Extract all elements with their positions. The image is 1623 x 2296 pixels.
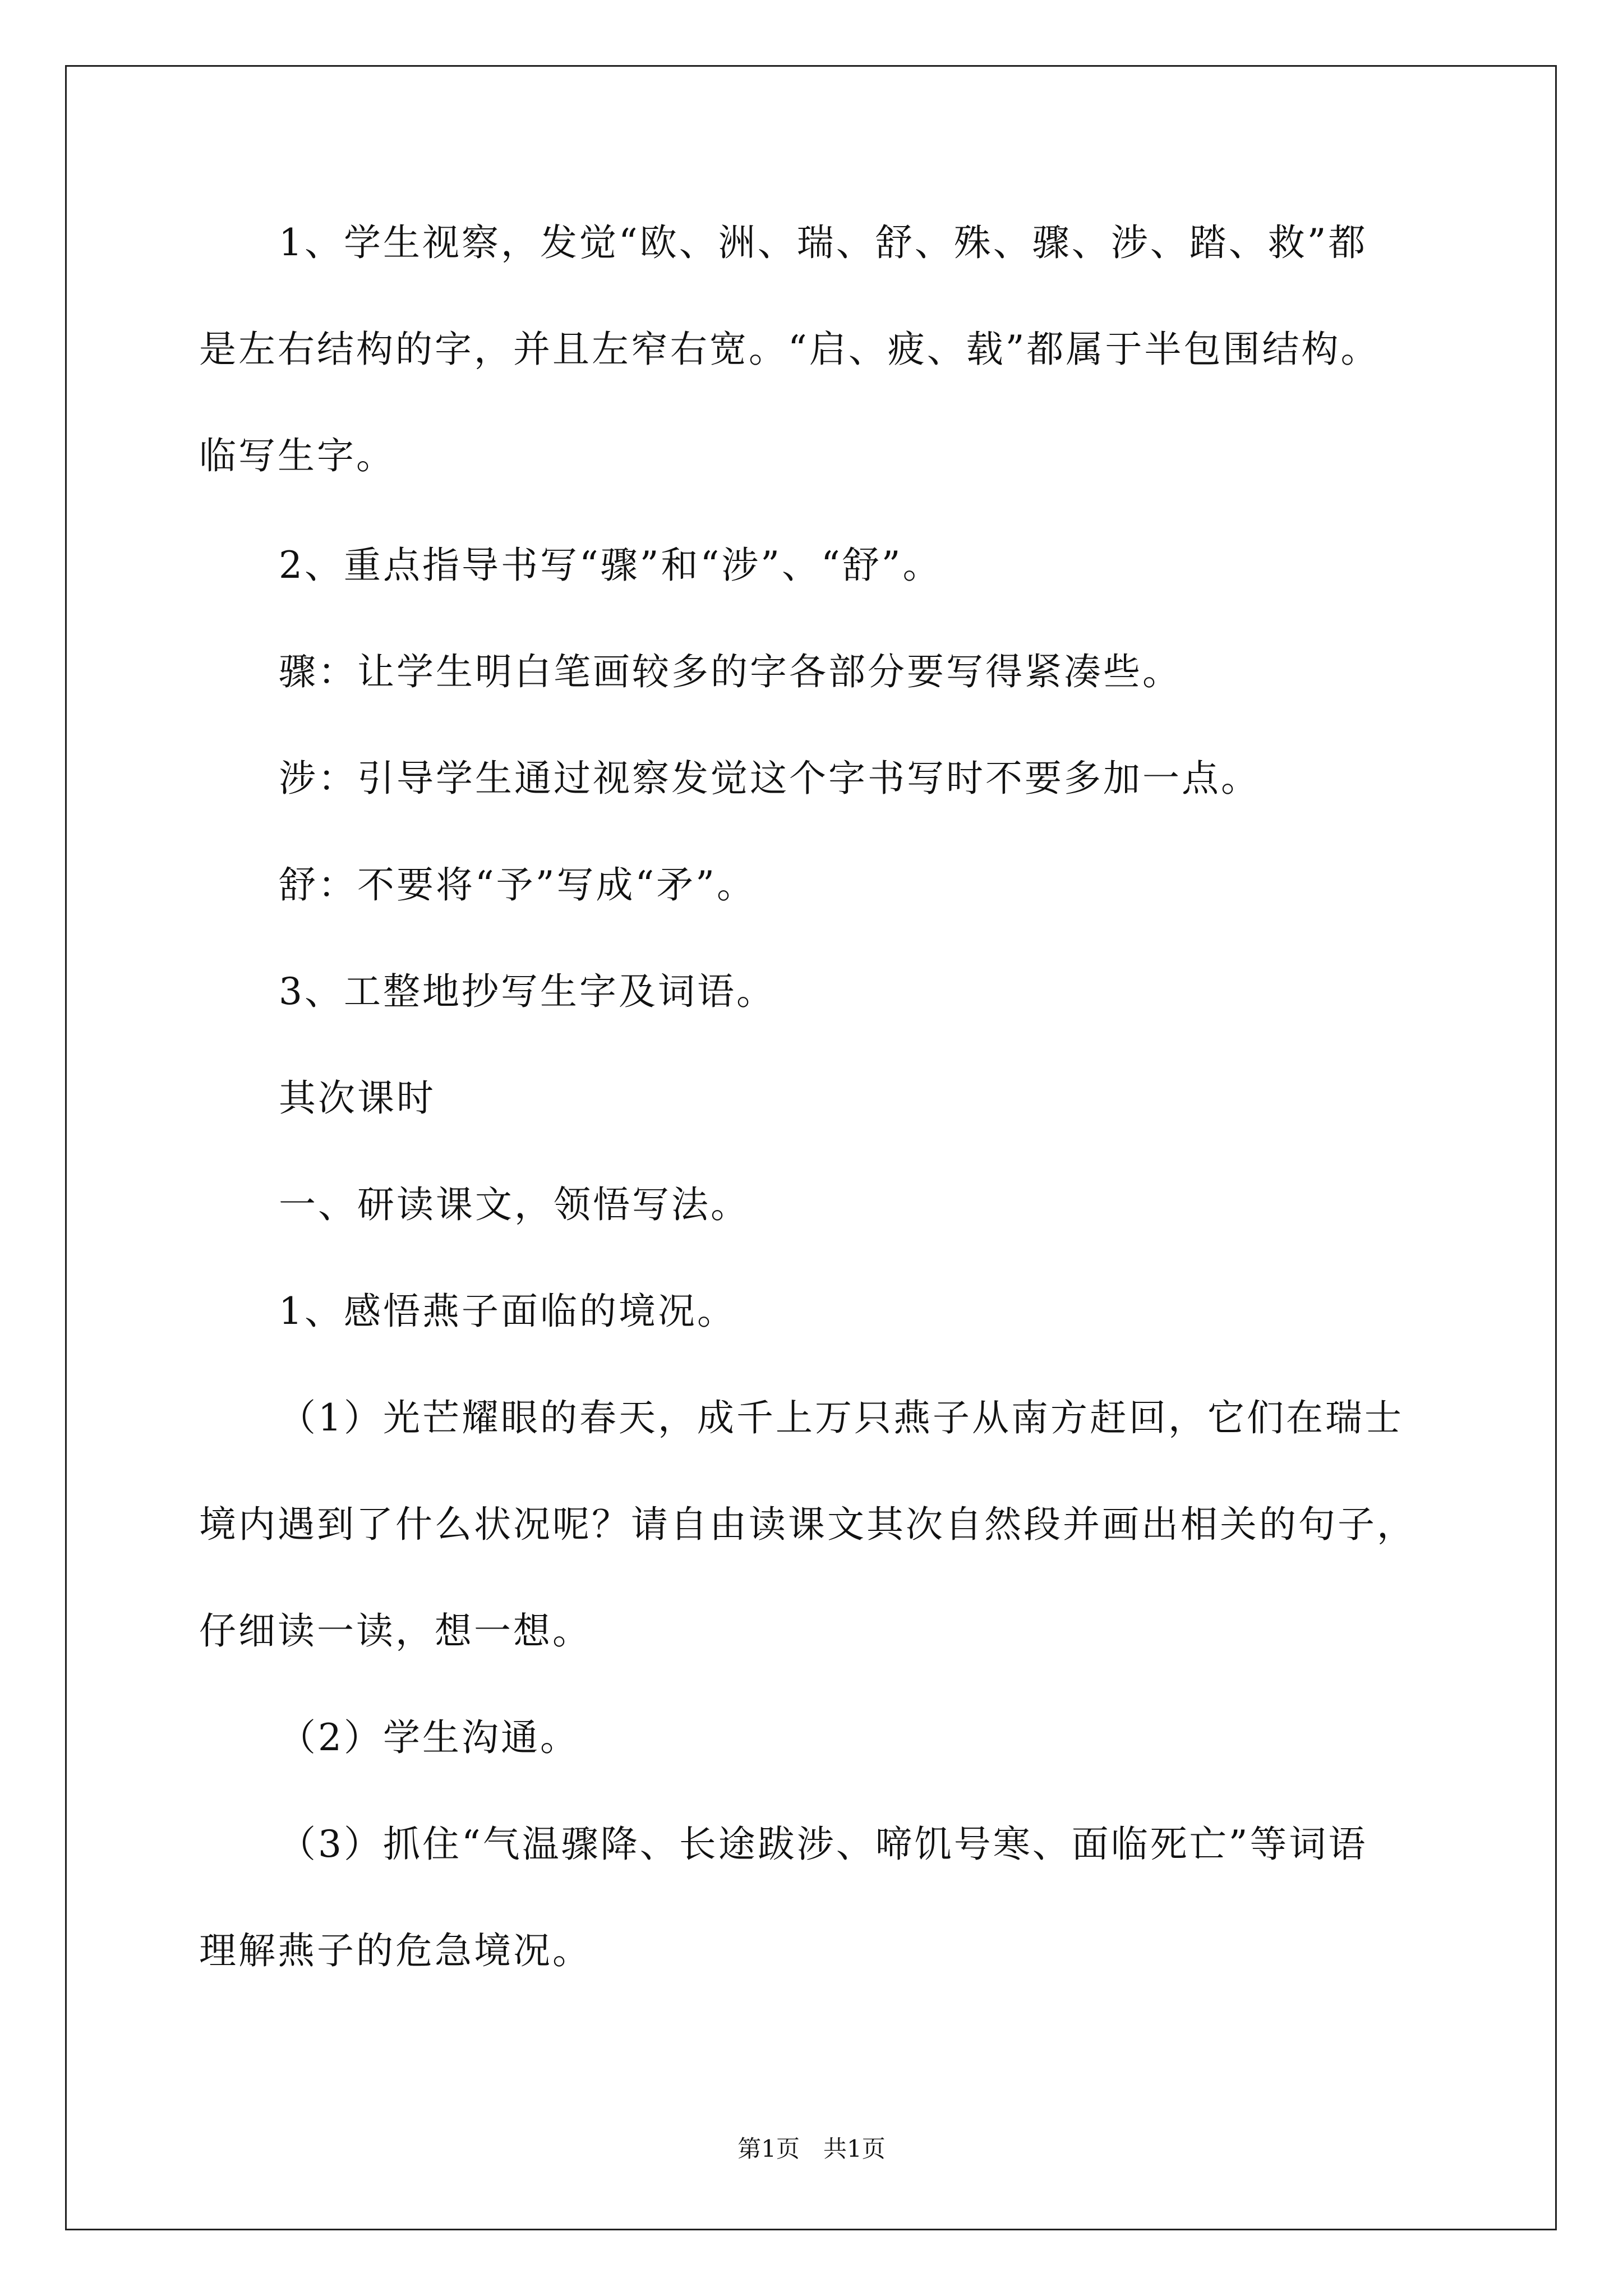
section-heading: 其次课时 — [279, 1076, 436, 1120]
paragraph-line: 理解燕子的危急境况。 — [199, 1929, 592, 1972]
paragraph-line: （3）抓住“气温骤降、长途跋涉、啼饥号寒、面临死亡”等词语 — [279, 1823, 1368, 1866]
paragraph-line: 仔细读一读，想一想。 — [199, 1609, 592, 1653]
paragraph-line: 临写生字。 — [199, 434, 395, 477]
paragraph-line: 是左右结构的字，并且左窄右宽。“启、疲、载”都属于半包围结构。 — [199, 328, 1380, 371]
paragraph-line: 2、重点指导书写“骤”和“涉”、“舒”。 — [279, 544, 942, 587]
page-footer: 第1页 共1页 — [737, 2135, 886, 2162]
paragraph-line: 骤：让学生明白笔画较多的字各部分要写得紧凑些。 — [279, 650, 1182, 693]
paragraph-line: （2）学生沟通。 — [279, 1716, 579, 1759]
paragraph-line: 一、研读课文，领悟写法。 — [279, 1183, 750, 1226]
paragraph-line: 涉：引导学生通过视察发觉这个字书写时不要多加一点。 — [279, 757, 1260, 800]
paragraph-line: （1）光芒耀眼的春天，成千上万只燕子从南方赶回，它们在瑞士 — [279, 1396, 1404, 1439]
paragraph-line: 3、工整地抄写生字及词语。 — [279, 970, 776, 1013]
page-border — [65, 65, 1557, 2230]
paragraph-line: 1、感悟燕子面临的境况。 — [279, 1290, 736, 1333]
paragraph-line: 境内遇到了什么状况呢？请自由读课文其次自然段并画出相关的句子， — [199, 1503, 1416, 1546]
paragraph-line: 舒：不要将“予”写成“矛”。 — [279, 863, 756, 907]
paragraph-line: 1、学生视察，发觉“欧、洲、瑞、舒、殊、骤、涉、踏、救”都 — [279, 221, 1368, 264]
